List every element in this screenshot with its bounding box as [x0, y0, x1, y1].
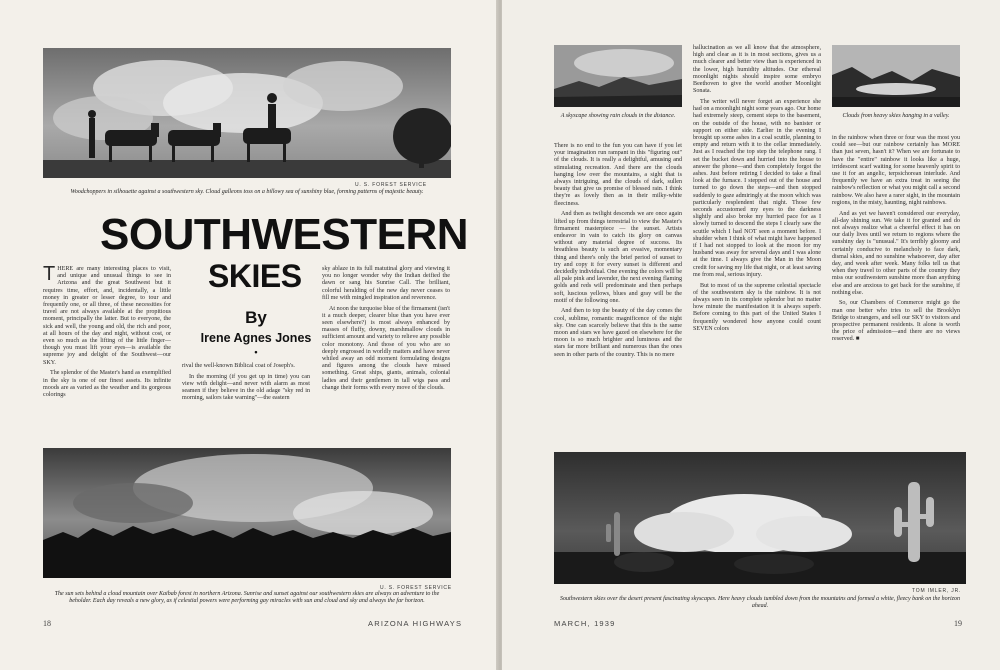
right-col1-paragraph-3: And then to top the beauty of the day comes the cool, sublime, romantic magnificence of the night sky. One can scarcely believe that this is the same moon and stars we have gazed on elsewhere for the moon is so much brighter and luminous and the stars far more brilliant and numerous than the ones seen in other parts of the country. This is no mere: [554, 308, 682, 358]
byline-dot: •: [254, 347, 258, 357]
left-column-2: [182, 363, 310, 406]
right-col2-paragraph-2: The writer will never forget an experience she had on a moonlight night some years ago. Our home had extremely steep, cement steps to the basement, on the outside of the house, with no banister or support on either side. Earlier in the evening I brought up some ashes in a coal scuttle, planning to empty and return with it to the cellar immediately. Just as I reached the top step the telephone rang. I set the bucket down and hurried into the house to answer the phone—and then completely forgot the ashes. Just before retiring I decided to take a final look at the furnace. I stepped out of the house and turned to go down the steps—and then stopped suddenly to gaze admiringly at the moon which was particularly resplendent that night. Those few seconds accustomed my eyes to the darkness slightly and also broke my hurried pace for as I slowly turned to descend the steps I clearly saw the scuttle which I had NOT seen a moment before. I shudder when I think of what might have happened if I had not stopped to look at the moon for my husband was away for several days and I was alone at the time. I always give the Man in the Moon credit for saving my life that night, or at least saving me from real, serious injury.: [693, 98, 821, 278]
col3-paragraph-2: At noon the turquoise blue of the firmament (isn't it a much deeper, clearer blue than you have ever seen elsewhere?) is most always enhanced by masses of fluffy, downy, marshmallow clouds in sufficient amount and variety to relieve any possible color monotony. And those of you who are so deeply engrossed in worldly matters and have never whiled away an odd moment formulating designs and figures among the clouds have missed something. Great ships, giants, animals, colonial ladies and their gentlemen in tall wigs pass and change their forms with every move of the clouds.: [322, 305, 450, 391]
photo-caption-rain-clouds: A skyscape showing rain clouds in the distance.: [560, 113, 676, 119]
col2-paragraph-2: In the morning (if you get up in time) you can view with delight—and never with alarm as most seamen if they believe in the old adage "sky red in morning, sailors take warning"—the eastern: [182, 373, 310, 402]
photo-credit-top-left: U. S. FOREST SERVICE: [355, 182, 427, 188]
valley-clouds-image: [832, 45, 960, 107]
right-col3-paragraph-3: So, our Chambers of Commerce might go the man one better who tries to sell the Brooklyn Bridge to strangers, and sell our SKY to visitors and prospective permanent residents. It alone is worth the price of admission—and there are no views reserved.: [832, 300, 960, 343]
end-mark: ■: [855, 336, 860, 343]
woodchoppers-image: [43, 48, 451, 178]
left-page: [0, 0, 498, 670]
sunset-forest-photo: [43, 448, 451, 578]
desert-skies-image: [554, 452, 966, 584]
photo-caption-bottom-right: Southwestern skies over the desert present fascinating skyscapes. Here heavy clouds tumbled down from the mountains and formed a white, fleecy bank on the horizon ahead.: [560, 596, 960, 609]
rain-clouds-photo: [554, 45, 682, 107]
photo-caption-bottom-left: The sun sets behind a cloud mountain over Kaibab forest in northern Arizona. Sunrise and sunset against our southwestern skies are always an adventure to the beholder. Each day reveals a new glory, as if celestial powers were performing gay miracles with sun and cloud and sky and always the far horizon.: [54, 591, 440, 604]
page-number-left: 18: [43, 619, 51, 628]
byline-by: By: [245, 308, 267, 327]
right-column-1: [554, 143, 682, 362]
page-number-right: 19: [954, 619, 962, 628]
right-col1-paragraph-1: There is no end to the fun you can have if you let your imagination run rampant in this "figuring out" of the clouds. It is really a delightful, amusing and stimulating recreation. And there are the clouds hanging low over the mountains, a sight that is always intriguing, and the clouds of dark, sullen beauty that give us promise of blessed rain. I think they're as lovely then as in their milky-white fleeciness.: [554, 143, 682, 207]
sunset-forest-image: [43, 448, 451, 578]
right-col2-paragraph-3: But to most of us the supreme celestial spectacle of the southwestern sky is the rainbow. It is not always seen in its complete splendor but no matter how minute the manifestation it is always superb. Before coming to this part of the United States I frequently wondered how anyone could count SEVEN colors: [693, 282, 821, 332]
col3-paragraph-1: sky ablaze in its full matutinal glory and viewing it you no longer wonder why the Indian deified the dawn or sang his Sunrise Call. The brilliant, colorful heralding of the new day never ceases to fill me with mingled inspiration and reverence.: [322, 266, 450, 301]
valley-clouds-photo: [832, 45, 960, 107]
col1-paragraph-1: HERE are many interesting places to visit, and unique and unusual things to see in Arizona and the great Southwest but it requires time, effort, and, incidentally, a little money in greater or lesser degree, to tour and frequently one, or all three, of these necessities for travel are not always available at the propitious moment, principally the latter. But to everyone, the sick and well, the young and old, the rich and poor, at all hours of the day and night, without cost, or even so much as the lifting of the little finger—though you must lift your eyes—is available the supreme joy and delight of the Southwest—our SKY.: [43, 266, 171, 366]
left-column-1: [43, 263, 171, 403]
magazine-name: ARIZONA HIGHWAYS: [368, 619, 463, 628]
woodchoppers-photo: [43, 48, 451, 178]
byline-author: Irene Agnes Jones: [200, 331, 312, 345]
dropcap: T: [43, 263, 56, 285]
article-title-line2: SKIES: [208, 258, 302, 294]
photo-caption-top-left: Woodchoppers in silhouette against a southwestern sky. Cloud galleons toss on a billowy sea of sunshiny blue, forming patterns of majestic beauty.: [70, 189, 424, 195]
col1-paragraph-2: The splendor of the Master's hand as exemplified in the sky is one of our finest assets. Its infinite moods are as varied as the weather and its gorgeous colorings: [43, 370, 171, 398]
photo-caption-valley-clouds: Clouds from heavy skies hanging in a valley.: [842, 113, 950, 119]
photo-credit-bottom-right: TOM IMLER, JR.: [912, 588, 962, 594]
right-col1-paragraph-2: And then as twilight descends we are once again lifted up from things terrestrial to view the Master's firmament masterpiece — the sunset. Artists endeavor in vain to catch its glory on canvas without any material degree of success. Its breathless beauty is such an evasive, momentary thing and there's only the brief period of sunset to try and copy it for every sunset is different and decidedly individual. One evening the colors will be all pale pink and lavender, the next evening flaming golds and reds will predominate and then perhaps soft, luscious yellows, blues and gray will be the motif of the following one.: [554, 211, 682, 304]
rain-clouds-image: [554, 45, 682, 107]
photo-credit-bottom-left: U. S. FOREST SERVICE: [380, 585, 452, 591]
right-column-3: [832, 135, 960, 347]
left-column-3: [322, 266, 450, 395]
col2-paragraph-1: rival the well-known Biblical coat of Joseph's.: [182, 363, 295, 369]
article-title-line1: SOUTHWESTERN: [100, 210, 468, 259]
right-col3-paragraph-1: in the rainbow when three or four was the most you could see—but our rainbow certainly has MORE than just seven, hasn't it? When we are fortunate to have the "entire" rainbow it looks like a huge, irridescent scarf waiting for some heavenly spirit to use it for an angelic, terpsichorean interlude. And frequently we have an extra treat in seeing the rainbow's reflection or what you might call a second rainbow. We also have a rarer sight, in the mountain regions, in the misty, haunting, night rainbows.: [832, 135, 960, 206]
right-column-2: [693, 45, 821, 336]
desert-skies-photo: [554, 452, 966, 584]
issue-date: MARCH, 1939: [554, 619, 616, 628]
right-col3-paragraph-2: And as yet we haven't considered our everyday, all-day shining sun. We take it for granted and do not always realize what a cheerful effect it has on our daily lives until we return to regions where the sunshiny day is "unusual." It's terribly gloomy and certainly conducive to melancholy to face dark, dismal skies, and no sunshine whatsoever, day after day, and week after week. Many folks tell us that when they travel to other parts of the country they miss our southwestern sunshine more than anything else and are anxious to get back for the sunshine, if nothing else.: [832, 210, 960, 296]
right-col2-paragraph-1: hallucination as we all know that the atmosphere, high and clear as it is in most sections, gives us a much clearer and better view than is experienced in the lower, high humidity altitudes. Our ethereal moonlight nights should inspire some embryo Beethoven to give the world another Moonlight Sonata.: [693, 45, 821, 95]
right-page: [502, 0, 1000, 670]
